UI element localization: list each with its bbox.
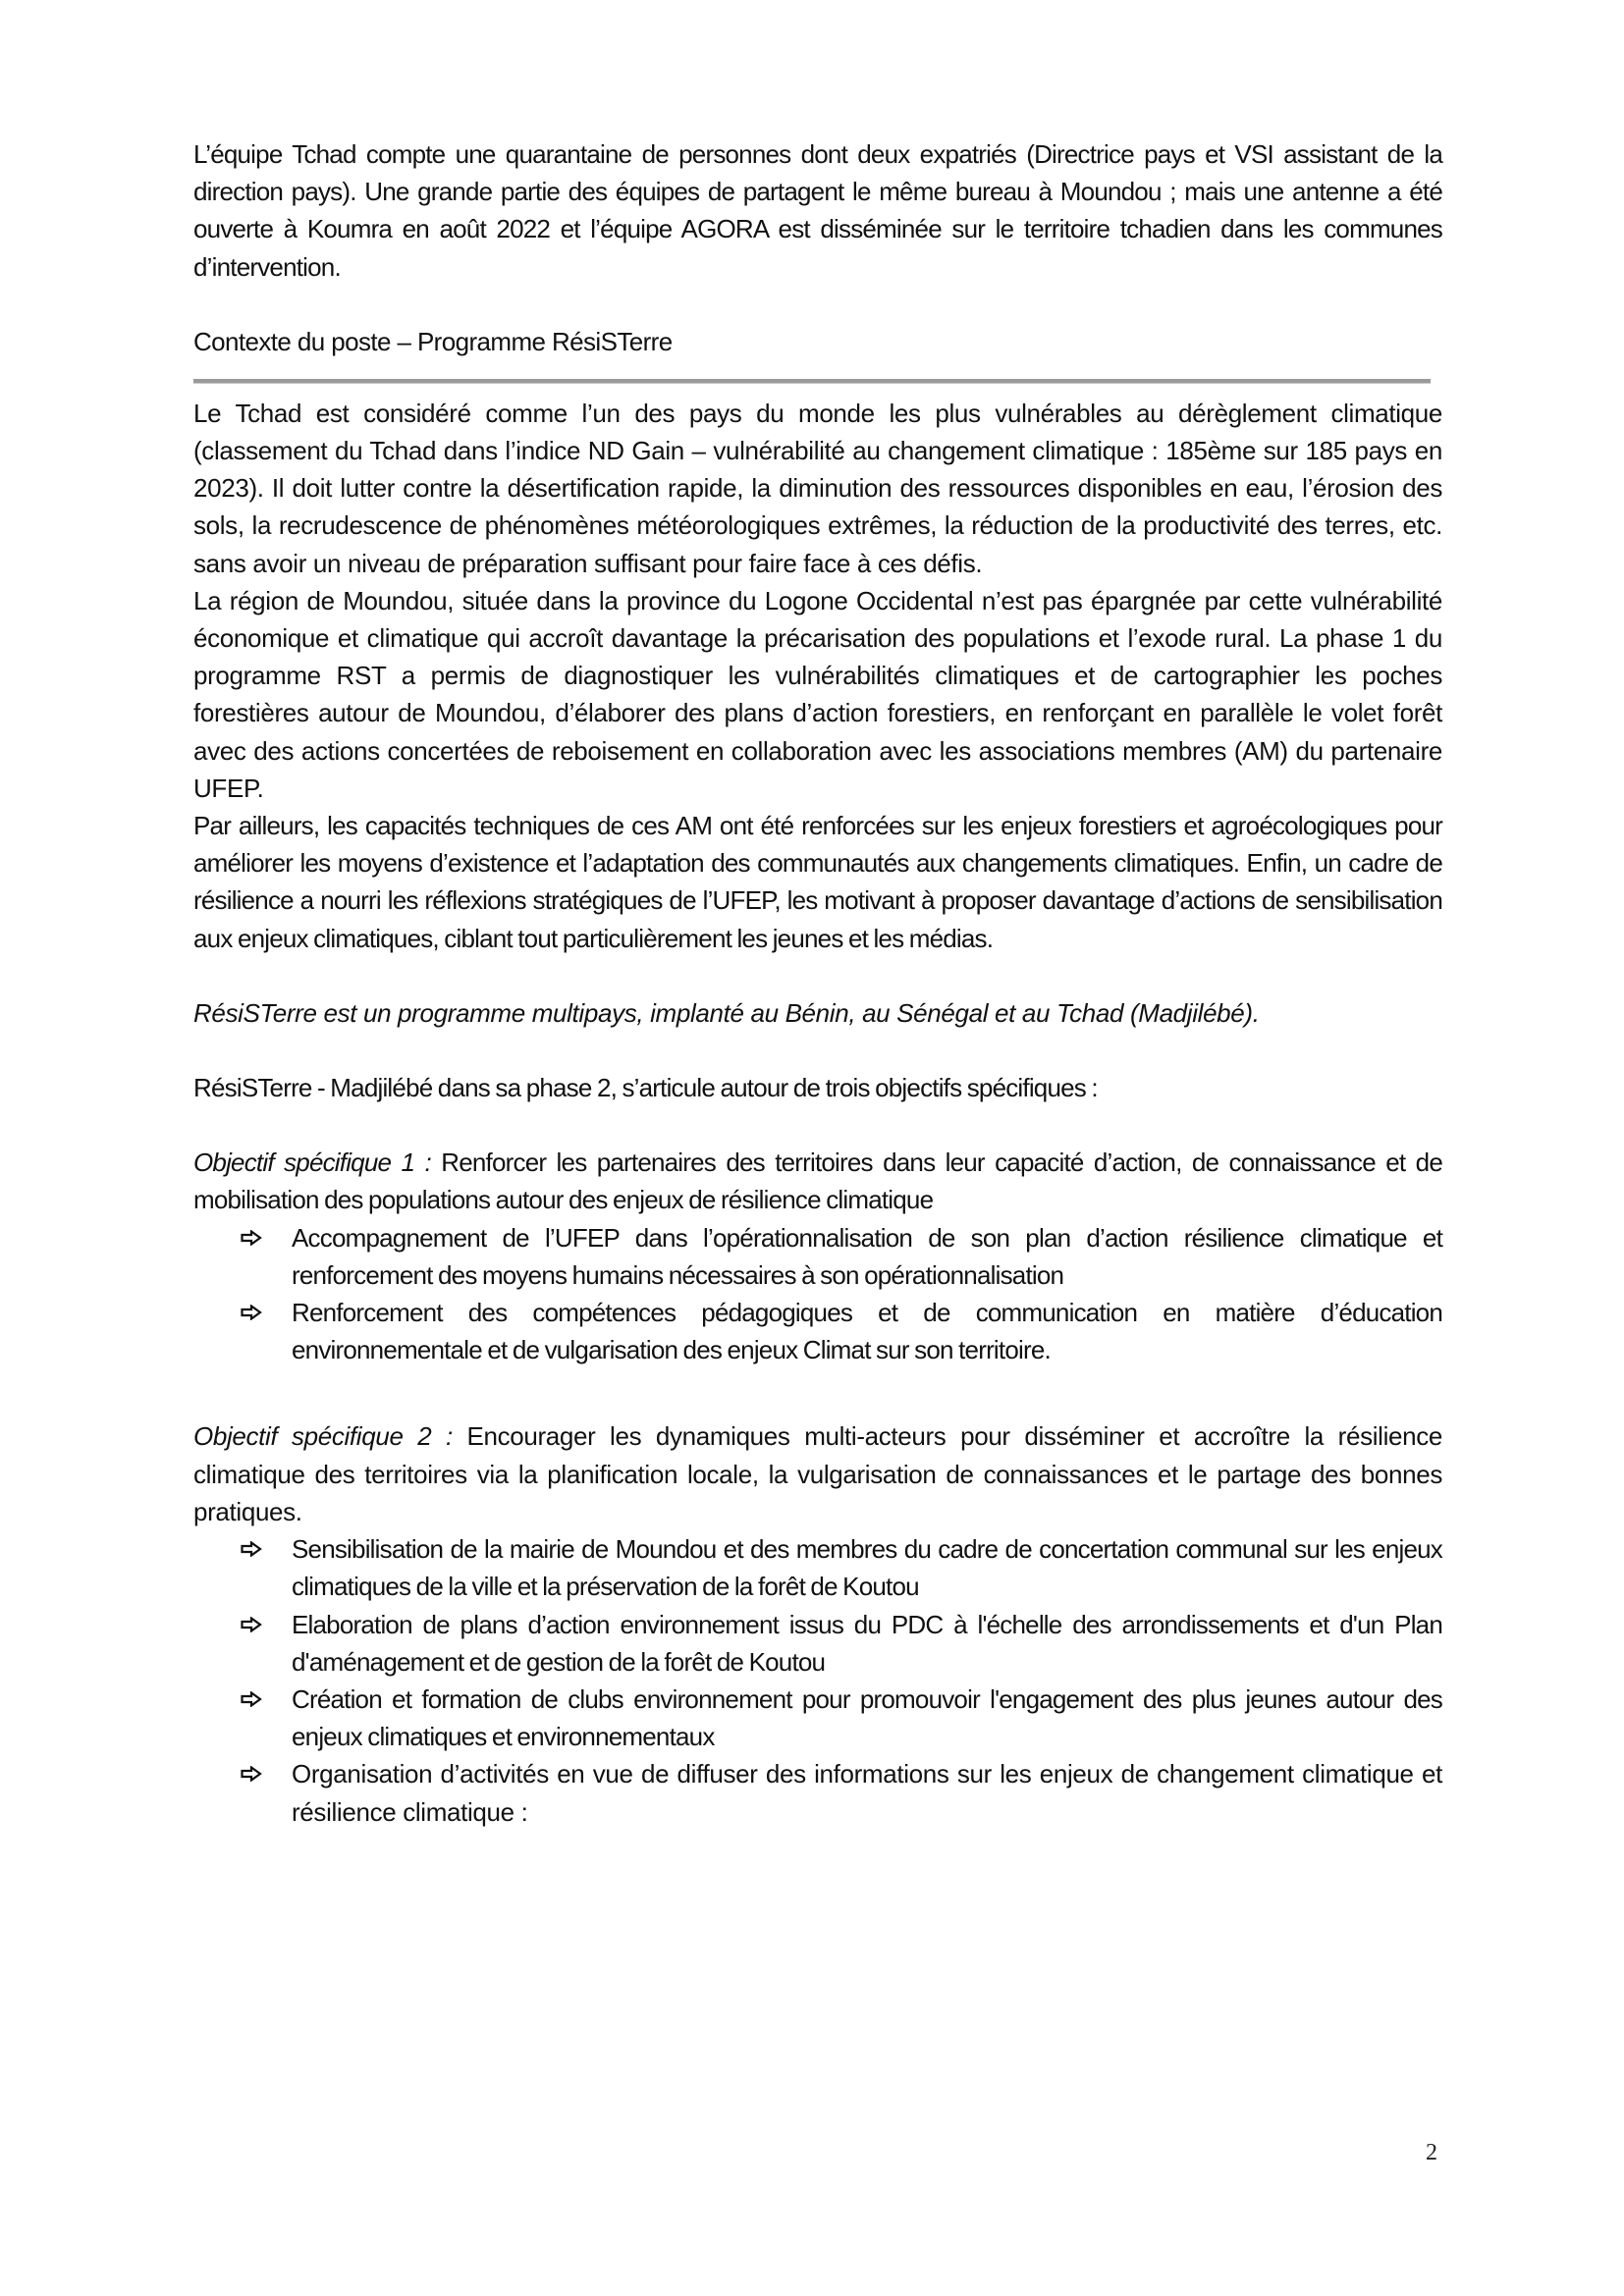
objective-1-text: Renforcer les partenaires des territoires dans leur capacité d’action, de connaissance et de mobilisation des populations autour des enjeux de résilience climatique — [193, 1148, 1442, 1215]
list-item: Organisation d’activités en vue de diffuser des informations sur les enjeux de changement climatique et résilience climatique : — [292, 1755, 1442, 1830]
phase-intro: RésiSTerre - Madjilébé dans sa phase 2, s’articule autour de trois objectifs spécifiques : — [193, 1073, 1098, 1103]
right-arrow-outline-icon — [241, 1530, 264, 1568]
objective-2-heading — [193, 1417, 1442, 1530]
list-item: Création et formation de clubs environnement pour promouvoir l'engagement des plus jeunes autour des enjeux climatiques et environnementaux — [292, 1681, 1442, 1755]
document-page — [193, 135, 1442, 1831]
spacer — [193, 1368, 1442, 1417]
page-number: 2 — [1426, 2140, 1437, 2165]
list-item: Sensibilisation de la mairie de Moundou et des membres du cadre de concertation communal sur les enjeux climatiques de la ville et la préservation de la forêt de Koutou — [292, 1530, 1442, 1605]
spacer — [193, 1106, 1442, 1144]
spacer — [193, 957, 1442, 994]
context-paragraph-2: La région de Moundou, située dans la province du Logone Occidental n’est pas épargnée par cette vulnérabilité économique et climatique qui accroît davantage la précarisation des populations et l’exode rural. La phase 1 du programme RST a permis de diagnostiquer les vulnérabilités climatiques et de cartographier les poches forestières autour de Moundou, d’élaborer des plans d’action forestiers, en renforçant en parallèle le volet forêt avec des actions concertées de reboisement en collaboration avec les associations membres (AM) du partenaire UFEP. — [193, 585, 1442, 803]
objective-1 — [193, 1144, 1442, 1368]
list-item: Elaboration de plans d’action environnement issus du PDC à l'échelle des arrondissements et d'un Plan d'aménagement et de gestion de la forêt de Koutou — [292, 1606, 1442, 1681]
context-paragraph-1: Le Tchad est considéré comme l’un des pays du monde les plus vulnérables au dérèglement climatique (classement du Tchad dans l’indice ND Gain – vulnérabilité au changement climatique : 185ème sur 185 pays en 2023). Il doit lutter contre la désertification rapide, la diminution des ressources disponibles en eau, l’érosion des sols, la recrudescence de phénomènes météorologiques extrêmes, la réduction de la productivité des terres, etc. sans avoir un niveau de préparation suffisant pour faire face à ces défis. — [193, 398, 1442, 578]
right-arrow-outline-icon — [241, 1294, 264, 1331]
objective-1-label: Objectif spécifique 1 : — [193, 1148, 431, 1178]
objective-1-heading — [193, 1144, 1442, 1218]
right-arrow-outline-icon — [241, 1219, 264, 1256]
context-paragraph-3: Par ailleurs, les capacités techniques de ces AM ont été renforcées sur les enjeux forestiers et agroécologiques pour améliorer les moyens d’existence et l’adaptation des communautés aux changements climatiques. Enfin, un cadre de résilience a nourri les réflexions stratégiques de l’UFEP, les motivant à proposer davantage d’actions de sensibilisation aux enjeux climatiques, ciblant tout particulièrement les jeunes et les médias. — [193, 811, 1442, 953]
spacer — [193, 286, 1442, 323]
objective-2-label: Objectif spécifique 2 : — [193, 1421, 453, 1452]
objective-2-text: Encourager les dynamiques multi-acteurs pour disséminer et accroître la résilience climatique des territoires via la planification locale, la vulgarisation de connaissances et le partage des bonnes pratiques. — [193, 1421, 1442, 1526]
program-note: RésiSTerre est un programme multipays, implanté au Bénin, au Sénégal et au Tchad (Madjilébé). — [193, 997, 1260, 1028]
intro-paragraph: L’équipe Tchad compte une quarantaine de personnes dont deux expatriés (Directrice pays et VSI assistant de la direction pays). Une grande partie des équipes de partagent le même bureau à Moundou ; mais une antenne a été ouverte à Koumra en août 2022 et l’équipe AGORA est disséminée sur le territoire tchadien dans les communes d’intervention. — [193, 139, 1442, 282]
objective-1-bullets — [193, 1219, 1442, 1369]
spacer — [193, 1032, 1442, 1069]
right-arrow-outline-icon — [241, 1755, 264, 1792]
section-title: Contexte du poste – Programme RésiSTerre — [193, 326, 673, 356]
list-item: Accompagnement de l’UFEP dans l’opérationnalisation de son plan d’action résilience climatique et renforcement des moyens humains nécessaires à son opérationnalisation — [292, 1219, 1442, 1294]
objective-2-bullets — [193, 1530, 1442, 1831]
objective-2 — [193, 1417, 1442, 1830]
list-item: Renforcement des compétences pédagogiques et de communication en matière d’éducation environnementale et de vulgarisation des enjeux Climat sur son territoire. — [292, 1294, 1442, 1368]
right-arrow-outline-icon — [241, 1606, 264, 1643]
right-arrow-outline-icon — [241, 1681, 264, 1718]
